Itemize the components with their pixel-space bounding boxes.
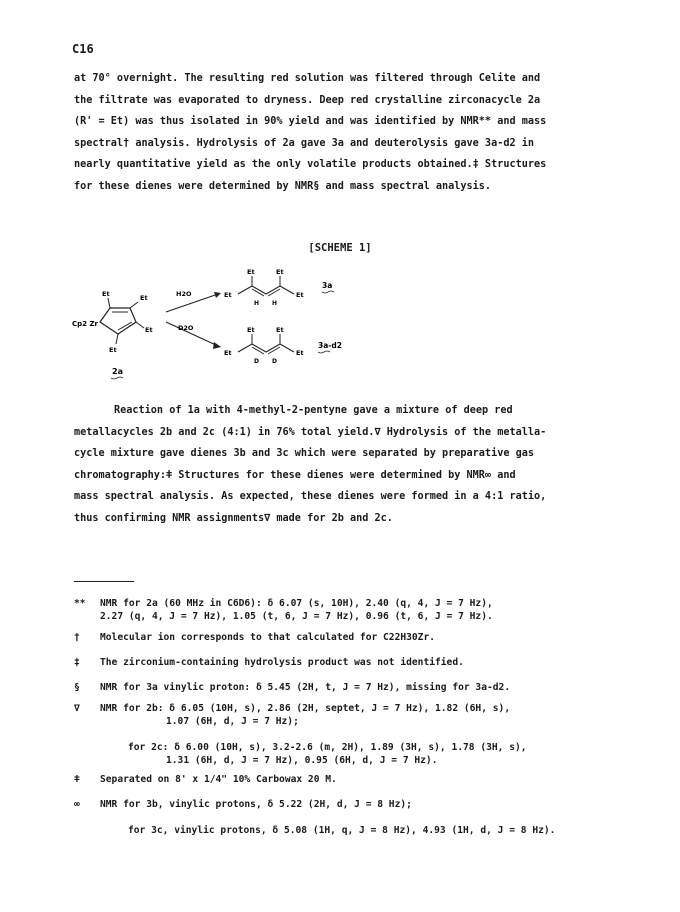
footnote bbox=[74, 656, 634, 669]
text-line: chromatography:ǂ Structures for these dienes were determined by NMR∞ and bbox=[74, 469, 516, 481]
et-label: Et bbox=[296, 349, 304, 357]
paragraph-2 bbox=[74, 400, 604, 529]
footnote-text: The zirconium-containing hydrolysis product was not identified. bbox=[100, 657, 464, 668]
product-3a-label: 3a bbox=[322, 281, 333, 290]
footnote bbox=[74, 631, 634, 644]
footnote-text: NMR for 2b: δ 6.05 (10H, s), 2.86 (2H, septet, J = 7 Hz), 1.82 (6H, s), bbox=[100, 703, 511, 714]
et-label: Et bbox=[102, 290, 110, 298]
et-label: Et bbox=[276, 326, 284, 334]
et-label: Et bbox=[109, 346, 117, 354]
text-line: mass spectral analysis. As expected, these dienes were formed in a 4:1 ratio, bbox=[74, 491, 547, 502]
footnote bbox=[74, 824, 634, 837]
d-label: D bbox=[254, 358, 259, 365]
reaction-scheme bbox=[66, 264, 386, 394]
reactant-label: 2a bbox=[112, 367, 123, 376]
footnote-mark: ∇ bbox=[74, 703, 80, 714]
paragraph-1 bbox=[74, 68, 604, 197]
footnote-mark: ** bbox=[74, 598, 86, 609]
footnote-text: Molecular ion corresponds to that calculated for C22H30Zr. bbox=[100, 632, 436, 643]
footnote-divider bbox=[74, 581, 134, 582]
et-label: Et bbox=[224, 349, 232, 357]
cp2zr-label: Cp2 Zr bbox=[72, 320, 98, 328]
et-label: Et bbox=[145, 326, 153, 334]
footnote-text: Separated on 8' x 1/4" 10% Carbowax 20 M. bbox=[100, 774, 337, 785]
reaction-arrows bbox=[166, 290, 221, 349]
text-line: the filtrate was evaporated to dryness. Deep red crystalline zirconacycle 2a bbox=[74, 94, 541, 106]
h-label: H bbox=[254, 300, 260, 307]
product-3a-d2-structure bbox=[224, 326, 342, 365]
et-label: Et bbox=[224, 291, 232, 299]
footnote-text: 2.27 (q, 4, J = 7 Hz), 1.05 (t, 6, J = 7 Hz), 0.96 (t, 6, J = 7 Hz). bbox=[100, 611, 493, 622]
et-label: Et bbox=[247, 326, 255, 334]
footnote bbox=[74, 741, 634, 767]
text-line: spectral† analysis. Hydrolysis of 2a gave 3a and deuterolysis gave 3a-d2 in bbox=[74, 137, 535, 149]
footnote-text: NMR for 3a vinylic proton: δ 5.45 (2H, t, J = 7 Hz), missing for 3a-d2. bbox=[100, 682, 511, 693]
h-label: H bbox=[272, 300, 278, 307]
text-line: Reaction of 1a with 4-methyl-2-pentyne gave a mixture of deep red bbox=[114, 405, 513, 416]
text-line: (R' = Et) was thus isolated in 90% yield and was identified by NMR** and mass bbox=[74, 116, 547, 127]
footnote-text: NMR for 3b, vinylic protons, δ 5.22 (2H, d, J = 8 Hz); bbox=[100, 799, 412, 810]
product-3a-structure bbox=[224, 268, 334, 307]
footnote bbox=[74, 597, 634, 623]
reagent-h2o: H2O bbox=[176, 290, 192, 298]
text-line: cycle mixture gave dienes 3b and 3c which were separated by preparative gas bbox=[74, 448, 535, 459]
footnote-text: for 3c, vinylic protons, δ 5.08 (1H, q, J = 8 Hz), 4.93 (1H, d, J = 8 Hz). bbox=[128, 825, 556, 836]
et-label: Et bbox=[276, 268, 284, 276]
product-3a-d2-label: 3a-d2 bbox=[318, 341, 342, 350]
text-line: for these dienes were determined by NMR§ and mass spectral analysis. bbox=[74, 180, 492, 192]
footnote bbox=[74, 798, 634, 811]
footnote-text: NMR for 2a (60 MHz in C6D6): δ 6.07 (s, 10H), 2.40 (q, 4, J = 7 Hz), bbox=[100, 598, 493, 609]
footnote bbox=[74, 773, 634, 786]
footnote-mark: § bbox=[74, 682, 80, 693]
et-label: Et bbox=[140, 294, 148, 302]
et-label: Et bbox=[296, 291, 304, 299]
text-line: metallacycles 2b and 2c (4:1) in 76% total yield.∇ Hydrolysis of the metalla- bbox=[74, 426, 547, 438]
reagent-d2o: D2O bbox=[178, 324, 194, 332]
text-line: thus confirming NMR assignments∇ made for 2b and 2c. bbox=[74, 512, 393, 524]
footnote-text: for 2c: δ 6.00 (10H, s), 3.2-2.6 (m, 2H), 1.89 (3H, s), 1.78 (3H, s), bbox=[128, 742, 527, 753]
text-line: at 70° overnight. The resulting red solution was filtered through Celite and bbox=[74, 73, 541, 84]
footnote-mark: ‡ bbox=[74, 657, 80, 668]
footnote-mark: ∞ bbox=[74, 799, 80, 810]
footnote bbox=[74, 702, 634, 728]
footnote-text: 1.07 (6H, d, J = 7 Hz); bbox=[166, 716, 299, 727]
reactant-structure bbox=[72, 290, 153, 379]
text-line: nearly quantitative yield as the only volatile products obtained.‡ Structures bbox=[74, 159, 547, 170]
page-number: C16 bbox=[72, 42, 94, 56]
d-label: D bbox=[272, 358, 277, 365]
footnote-mark: ǂ bbox=[74, 774, 80, 785]
footnote-text: 1.31 (6H, d, J = 7 Hz), 0.95 (6H, d, J = 7 Hz). bbox=[166, 755, 438, 766]
footnote bbox=[74, 681, 634, 694]
footnote-mark: † bbox=[74, 632, 80, 643]
et-label: Et bbox=[247, 268, 255, 276]
scheme-label: [SCHEME 1] bbox=[308, 242, 372, 254]
